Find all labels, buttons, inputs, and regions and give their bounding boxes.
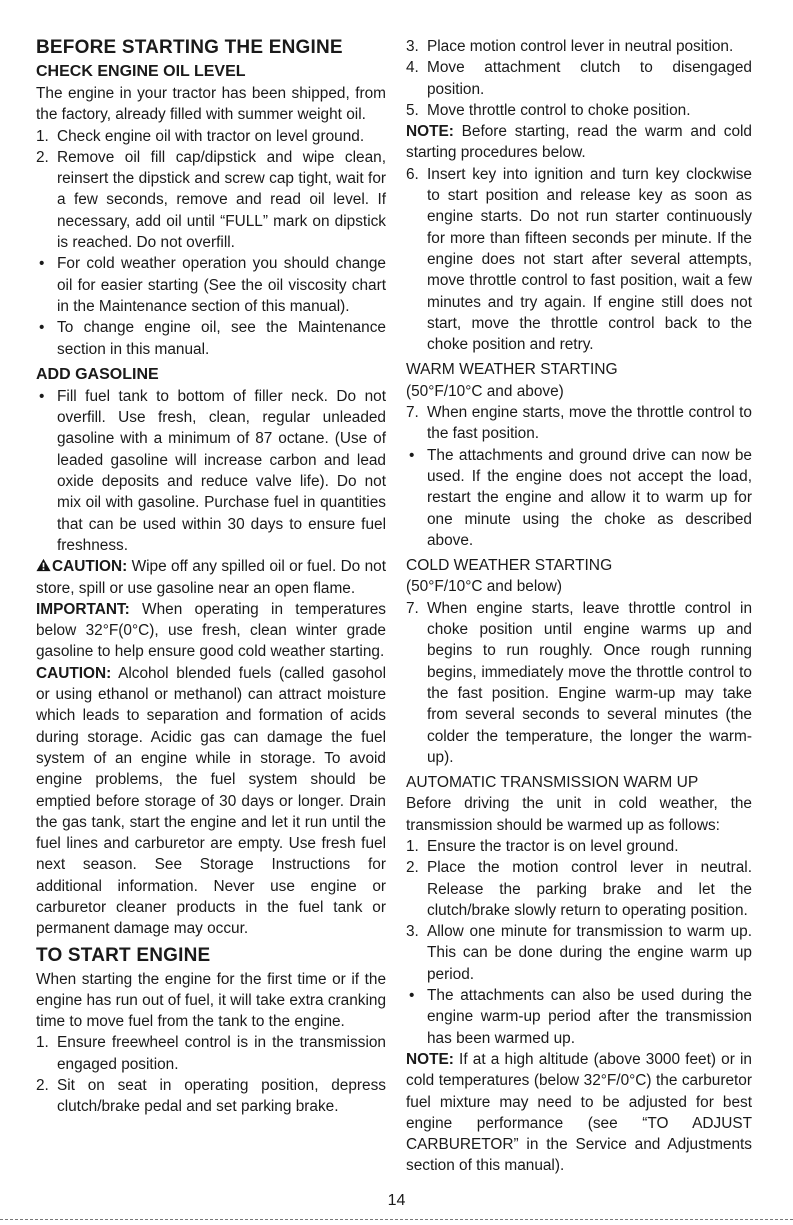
section-title: BEFORE STARTING THE ENGINE: [36, 37, 343, 58]
step-number: 4.: [406, 59, 419, 77]
step-text: Insert key into ignition and turn key clockwise to start position and release key as soon as engine starts. Do not run starter continuously for more than fifteen seconds per minute. If the engine does not start after several attempts, move throttle control to fast position, wait a few minutes and try again. If engine still does not start, move the throttle control back to the choke position and retry.: [427, 165, 752, 354]
oil-step-1: [36, 126, 386, 147]
note-paragraph-2: [406, 1049, 752, 1177]
start-step-1: [36, 1032, 386, 1075]
caution-paragraph-1: [36, 556, 386, 599]
bullet-text: To change engine oil, see the Maintenance section in this manual.: [57, 319, 386, 358]
step-number: 2.: [406, 859, 419, 877]
start-intro: When starting the engine for the first time or if the engine has run out of fuel, it will take extra cranking time to move fuel from the tank to the engine.: [36, 970, 386, 1031]
step-number: 2.: [36, 148, 49, 166]
bottom-cut-line: [0, 1219, 793, 1220]
auto-transmission-heading: AUTOMATIC TRANSMISSION WARM UP: [406, 774, 699, 792]
step-text: Ensure freewheel control is in the transmission engaged position.: [57, 1034, 386, 1073]
oil-heading: CHECK ENGINE OIL LEVEL: [36, 63, 246, 80]
auto-step-1: [406, 836, 752, 857]
auto-intro: Before driving the unit in cold weather, the transmission should be warmed up as follows:: [406, 795, 752, 834]
step-number: 3.: [406, 923, 419, 941]
caution-text: Alcohol blended fuels (called gasohol or using ethanol or methanol) can attract moisture which leads to separation and formation of acids during storage. Acidic gas can damage the fuel system of an engine while in storage. To avoid engine problems, the fuel system should be emptied before storage of 30 days or longer. Drain the gas tank, start the engine and let it run until the fuel lines and carburetor are empty. Use fresh fuel next season. See Storage Instructions for additional information. Never use engine or carburetor cleaner products in the fuel tank or permanent damage may occur.: [36, 664, 386, 938]
bullet-icon: •: [39, 319, 45, 337]
bullet-text: For cold weather operation you should change oil for easier starting (See the oil viscosity chart in the Maintenance section of this manual).: [57, 255, 386, 315]
warm-step-7: [406, 402, 752, 445]
bullet-icon: •: [39, 387, 45, 405]
start-heading: TO START ENGINE: [36, 944, 211, 966]
warning-triangle-icon: [36, 558, 51, 572]
step-number: 1.: [36, 1034, 49, 1052]
step-text: When engine starts, leave throttle control in choke position until engine warms up and begins to run roughly. Once rough running begins, immediately move the throttle control to the fast position. Engine warm-up may take from several seconds to several minutes (the colder the temperature, the longer the warm-up).: [427, 599, 752, 766]
warm-heading: WARM WEATHER STARTING: [406, 361, 618, 379]
step-text: Ensure the tractor is on level ground.: [427, 837, 679, 855]
oil-intro: The engine in your tractor has been shipped, from the factory, already filled with summer weight oil.: [36, 85, 386, 124]
note-label: NOTE:: [406, 1050, 454, 1068]
cold-heading: COLD WEATHER STARTING: [406, 557, 613, 575]
note-paragraph-1: [406, 121, 752, 164]
important-label: IMPORTANT:: [36, 600, 130, 618]
right-column: [406, 36, 752, 1177]
auto-bullet: [406, 985, 752, 1049]
step-text: Place motion control lever in neutral position.: [427, 38, 734, 55]
bullet-icon: •: [409, 987, 415, 1005]
start-step-5: [406, 100, 752, 121]
caution-label: CAUTION:: [52, 558, 128, 576]
cold-step-7: [406, 598, 752, 768]
caution-text: Wipe off any spilled oil or fuel. Do not store, spill or use gasoline near an open flame.: [36, 558, 386, 597]
step-number: 2.: [36, 1077, 49, 1095]
gas-heading: ADD GASOLINE: [36, 365, 159, 383]
step-number: 1.: [406, 837, 419, 855]
step-text: Place the motion control lever in neutral. Release the parking brake and let the clutch/brake slowly return to operating position.: [427, 859, 752, 919]
step-text: Sit on seat in operating position, depress clutch/brake pedal and set parking brake.: [57, 1077, 386, 1116]
step-text: Move throttle control to choke position.: [427, 101, 691, 119]
bullet-text: The attachments can also be used during the engine warm-up period after the transmission has been warmed up.: [427, 987, 752, 1047]
step-text: Move attachment clutch to disengaged position.: [427, 59, 752, 98]
auto-step-2: [406, 857, 752, 921]
step-text: Remove oil fill cap/dipstick and wipe clean, reinsert the dipstick and screw cap tight, wait for a few seconds, remove and read oil level. If necessary, add oil until “FULL” mark on dipstick is reached. Do not overfill.: [57, 148, 386, 252]
bullet-text: Fill fuel tank to bottom of filler neck. Do not overfill. Use fresh, clean, regular unleaded gasoline with a minimum of 87 octane. (Use of leaded gasoline will increase carbon and lead oxide deposits and reduce valve life). Do not mix oil with gasoline. Purchase fuel in quantities that can be used within 30 days to ensure fuel freshness.: [57, 387, 386, 554]
gas-bullet: [36, 386, 386, 556]
step-text: When engine starts, move the throttle control to the fast position.: [427, 404, 752, 443]
important-text: When operating in temperatures below 32°F(0°C), use fresh, clean winter grade gasoline to help ensure good cold weather starting.: [36, 600, 386, 661]
step-number: 3.: [406, 38, 419, 55]
page-number: 14: [387, 1192, 406, 1209]
oil-bullet-1: [36, 253, 386, 317]
oil-bullet-2: [36, 317, 386, 360]
start-step-6: [406, 164, 752, 356]
step-text: Check engine oil with tractor on level ground.: [57, 127, 365, 145]
step-text: Allow one minute for transmission to warm up. This can be done during the engine warm up period.: [427, 923, 752, 983]
auto-step-3: [406, 921, 752, 985]
cold-subheading: (50°F/10°C and below): [406, 578, 563, 596]
bullet-text: The attachments and ground drive can now be used. If the engine does not accept the load, restart the engine and allow it to warm up for one minute using the choke as described above.: [427, 446, 752, 549]
step-number: 1.: [36, 127, 49, 145]
warm-subheading: (50°F/10°C and above): [406, 382, 564, 400]
caution-paragraph-2: [36, 663, 386, 940]
step-number: 5.: [406, 101, 419, 119]
important-paragraph: [36, 599, 386, 663]
step-number: 7.: [406, 599, 419, 617]
bullet-icon: •: [409, 446, 415, 464]
step-number: 7.: [406, 404, 419, 422]
left-column: [36, 36, 386, 1118]
start-step-3: [406, 36, 752, 57]
warm-bullet: [406, 445, 752, 551]
caution-label: CAUTION:: [36, 664, 112, 682]
start-step-2: [36, 1075, 386, 1118]
bullet-icon: •: [39, 255, 45, 273]
note-label: NOTE:: [406, 123, 454, 141]
note-text: If at a high altitude (above 3000 feet) or in cold temperatures (below 32°F/0°C) the carburetor fuel mixture may need to be adjusted for best engine performance (see “TO ADJUST CARBURETOR” in the Service and Adjustments section of this manual).: [406, 1050, 752, 1175]
note-text: Before starting, read the warm and cold starting procedures below.: [406, 123, 752, 162]
oil-step-2: [36, 147, 386, 253]
step-number: 6.: [406, 165, 419, 183]
start-step-4: [406, 57, 752, 100]
